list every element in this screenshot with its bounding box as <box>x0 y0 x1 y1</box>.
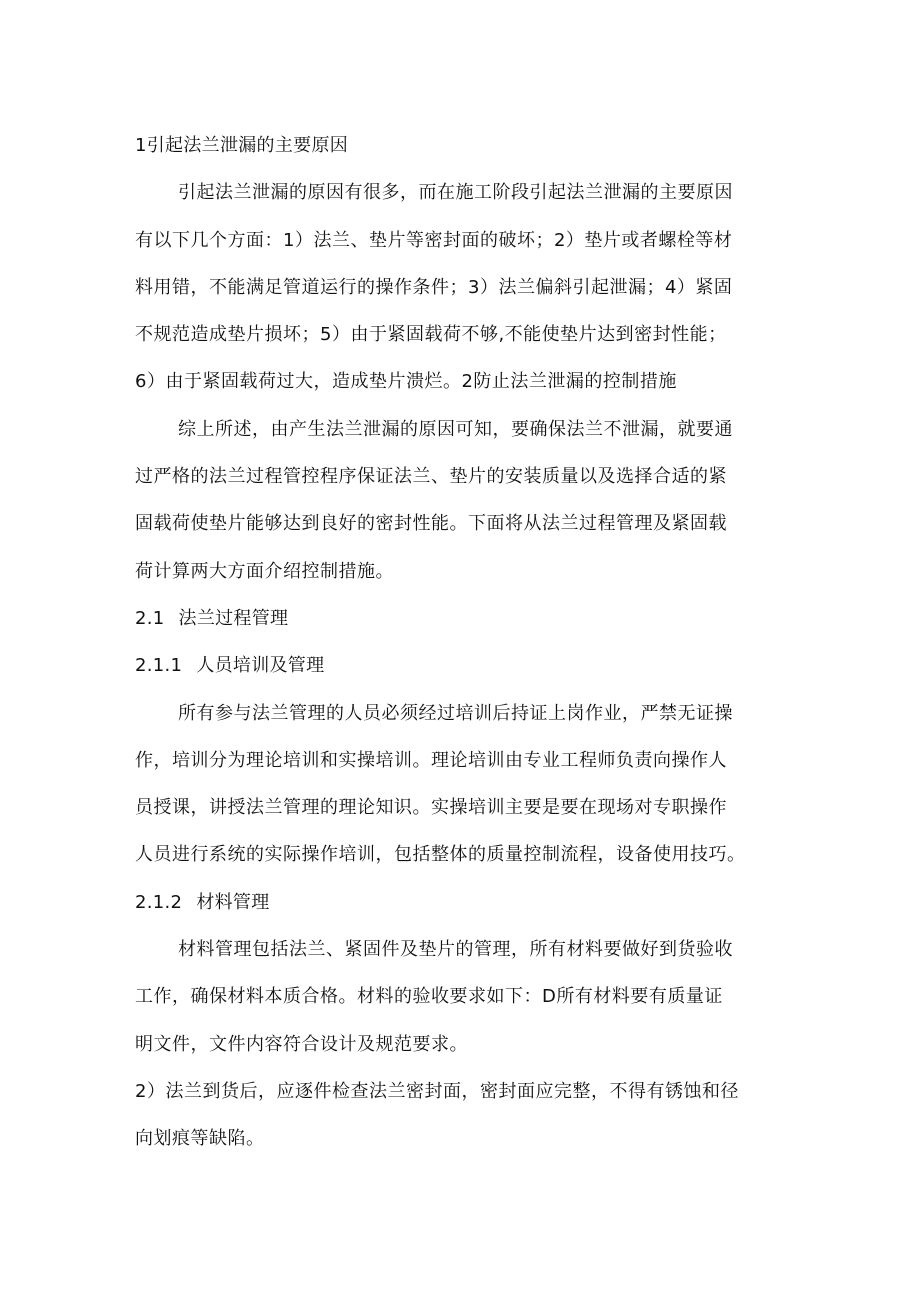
paragraph-1-line-5: 6）由于紧固载荷过大，造成垫片溃烂。2防止法兰泄漏的控制措施 <box>135 371 677 393</box>
paragraph-3-line-2: 作，培训分为理论培训和实操培训。理论培训由专业工程师负责向操作人 <box>135 749 727 771</box>
paragraph-1-line-2: 有以下几个方面：1）法兰、垫片等密封面的破坏；2）垫片或者螺栓等材 <box>135 229 733 251</box>
section-2-1-1-title: 人员培训及管理 <box>196 655 325 677</box>
paragraph-3-line-4: 人员进行系统的实际操作培训，包括整体的质量控制流程，设备使用技巧。 <box>135 844 746 866</box>
paragraph-3-line-1: 所有参与法兰管理的人员必须经过培训后持证上岗作业，严禁无证操 <box>178 702 733 724</box>
paragraph-5-line-1: 2）法兰到货后，应逐件检查法兰密封面，密封面应完整，不得有锈蚀和径 <box>135 1080 739 1102</box>
section-2-1-title: 法兰过程管理 <box>178 607 289 629</box>
paragraph-4-line-2: 工作，确保材料本质合格。材料的验收要求如下：D所有材料要有质量证 <box>135 986 723 1008</box>
paragraph-1-line-4: 不规范造成垫片损坏；5）由于紧固载荷不够,不能使垫片达到密封性能； <box>135 324 727 346</box>
paragraph-5-line-2: 向划痕等缺陷。 <box>135 1128 265 1150</box>
paragraph-2-line-3: 固载荷使垫片能够达到良好的密封性能。下面将从法兰过程管理及紧固载 <box>135 513 727 535</box>
paragraph-2-line-2: 过严格的法兰过程管控程序保证法兰、垫片的安装质量以及选择合适的紧 <box>135 466 727 488</box>
paragraph-1-line-1: 引起法兰泄漏的原因有很多，而在施工阶段引起法兰泄漏的主要原因 <box>178 182 733 204</box>
paragraph-4-line-3: 明文件，文件内容符合设计及规范要求。 <box>135 1033 468 1055</box>
section-2-1-1-heading <box>135 642 792 689</box>
paragraph-2-line-4: 荷计算两大方面介绍控制措施。 <box>135 560 394 582</box>
paragraph-4-line-1: 材料管理包括法兰、紧固件及垫片的管理，所有材料要做好到货验收 <box>178 939 733 961</box>
paragraph-1-line-3: 料用错，不能满足管道运行的操作条件；3）法兰偏斜引起泄漏；4）紧固 <box>135 276 733 298</box>
section-2-1-1-number: 2.1.1 <box>135 655 183 677</box>
section-2-1-number: 2.1 <box>135 607 165 629</box>
section-2-1-2-title: 材料管理 <box>196 891 270 913</box>
section-2-1-2-heading <box>135 879 792 926</box>
paragraph-2-line-1: 综上所述，由产生法兰泄漏的原因可知，要确保法兰不泄漏，就要通 <box>178 418 733 440</box>
paragraph-3-line-3: 员授课，讲授法兰管理的理论知识。实操培训主要是要在现场对专职操作 <box>135 797 727 819</box>
section-1-title: 1引起法兰泄漏的主要原因 <box>135 135 349 156</box>
section-2-1-2-number: 2.1.2 <box>135 891 183 913</box>
section-2-1-heading <box>135 595 792 642</box>
